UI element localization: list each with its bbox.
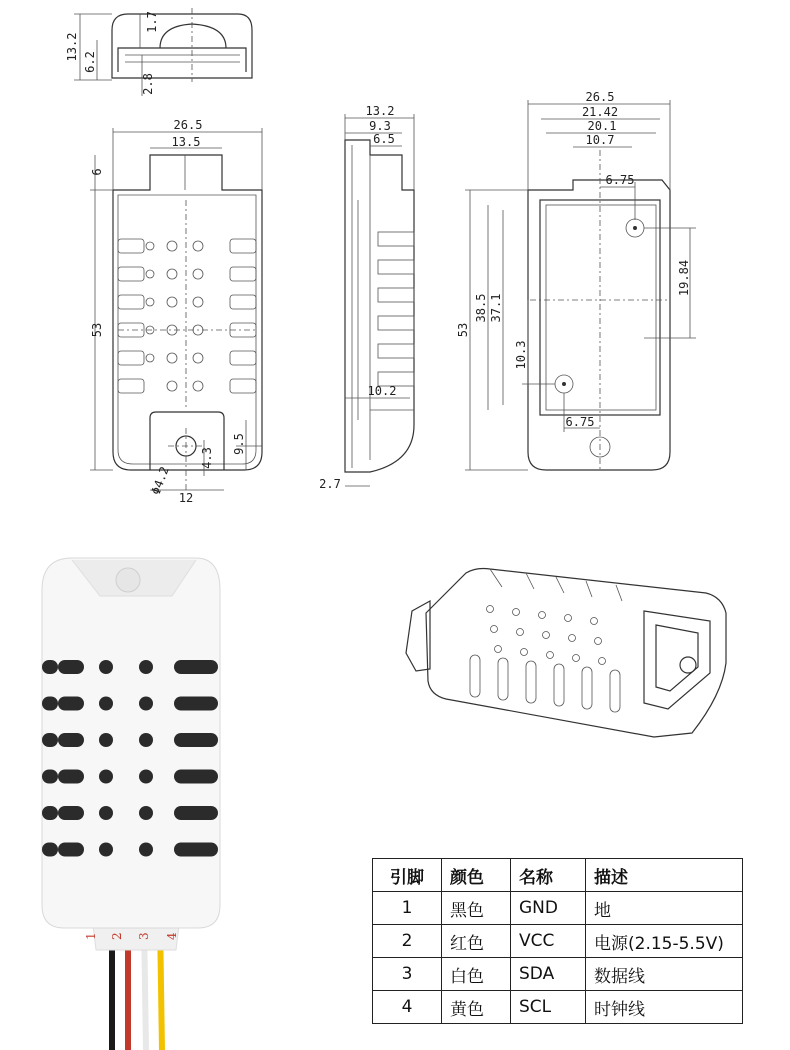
- vent-slot: [230, 267, 256, 281]
- iso-slot: [582, 667, 592, 709]
- dim-back-mount-top: 6.75: [605, 173, 635, 187]
- vent-hole: [99, 733, 113, 747]
- dim-side-d3: 6.5: [373, 132, 395, 146]
- vent-slot: [42, 733, 58, 747]
- dim-back-width: 26.5: [585, 90, 615, 104]
- pin-name: GND: [511, 892, 586, 925]
- side-rib: [378, 344, 414, 358]
- pin-name: SDA: [511, 958, 586, 991]
- pin-description: 数据线: [586, 958, 743, 991]
- vent-hole: [146, 354, 154, 362]
- vent-slot: [58, 697, 84, 711]
- dim-back-w3: 20.1: [587, 119, 617, 133]
- back-view: [456, 90, 696, 472]
- iso-hole: [543, 632, 550, 639]
- vent-hole: [139, 843, 153, 857]
- vent-slot: [58, 806, 84, 820]
- vent-hole: [193, 353, 203, 363]
- vent-slot: [42, 770, 58, 784]
- dim-top-base: 2.8: [141, 73, 155, 95]
- dim-front-width: 26.5: [173, 118, 203, 132]
- pin-number: 3: [373, 958, 442, 991]
- vent-hole: [99, 843, 113, 857]
- iso-slot: [470, 655, 480, 697]
- iso-hole: [565, 615, 572, 622]
- pin-description: 地: [586, 892, 743, 925]
- vent-slot: [230, 351, 256, 365]
- dim-front-slot-depth: 6: [90, 168, 104, 176]
- vent-slot: [42, 697, 58, 711]
- vent-slot: [58, 843, 84, 857]
- header-pin: 引脚: [373, 859, 442, 892]
- pin-name: VCC: [511, 925, 586, 958]
- vent-hole: [99, 770, 113, 784]
- vent-slot: [42, 843, 58, 857]
- vent-hole: [193, 381, 203, 391]
- iso-slot: [554, 664, 564, 706]
- iso-slot: [526, 661, 536, 703]
- iso-hole: [487, 606, 494, 613]
- iso-slot: [498, 658, 508, 700]
- side-rib: [378, 316, 414, 330]
- dim-back-h3: 37.1: [489, 293, 503, 323]
- vent-hole: [139, 697, 153, 711]
- dim-back-mount-bottom: 6.75: [565, 415, 595, 429]
- wire-label-1: 1: [84, 932, 98, 940]
- iso-hole: [591, 618, 598, 625]
- vent-hole: [146, 270, 154, 278]
- vent-slot: [174, 843, 218, 857]
- vent-hole: [193, 297, 203, 307]
- header-color: 颜色: [442, 859, 511, 892]
- pin-color: 白色: [442, 958, 511, 991]
- vent-slot: [58, 770, 84, 784]
- iso-hole: [539, 612, 546, 619]
- vent-slot: [118, 267, 144, 281]
- vent-hole: [193, 269, 203, 279]
- vent-hole: [99, 697, 113, 711]
- wire-label-4: 4: [165, 932, 179, 940]
- pin-color: 黄色: [442, 991, 511, 1024]
- vent-hole: [167, 297, 177, 307]
- vent-slot: [118, 239, 144, 253]
- side-rib: [378, 260, 414, 274]
- sensor-photo: [42, 558, 220, 1050]
- table-row: [373, 991, 743, 1024]
- dim-front-hole-offset: 4.3: [200, 447, 214, 469]
- header-name: 名称: [511, 859, 586, 892]
- vent-hole: [139, 733, 153, 747]
- dim-back-mount-left: 10.3: [514, 340, 528, 370]
- pin-name: SCL: [511, 991, 586, 1024]
- dim-back-h2: 38.5: [474, 293, 488, 323]
- pin-description: 时钟线: [586, 991, 743, 1024]
- vent-slot: [230, 239, 256, 253]
- header-description: 描述: [586, 859, 743, 892]
- vent-slot: [230, 295, 256, 309]
- iso-hole: [513, 609, 520, 616]
- dim-side-rib: 10.2: [367, 384, 397, 398]
- vent-hole: [146, 242, 154, 250]
- dim-top-lens: 1.7: [145, 11, 159, 33]
- vent-slot: [42, 806, 58, 820]
- dim-top-height: 13.2: [65, 32, 79, 62]
- vent-hole: [167, 241, 177, 251]
- iso-hole: [599, 658, 606, 665]
- side-rib: [378, 288, 414, 302]
- vent-hole: [146, 298, 154, 306]
- vent-hole: [139, 806, 153, 820]
- iso-hole: [491, 626, 498, 633]
- isometric-view: [406, 569, 726, 738]
- wire-label-3: 3: [137, 932, 151, 940]
- front-view: [90, 118, 262, 505]
- vent-hole: [99, 806, 113, 820]
- iso-hole: [595, 638, 602, 645]
- vent-slot: [118, 379, 144, 393]
- pin-color: 红色: [442, 925, 511, 958]
- vent-slot: [174, 660, 218, 674]
- vent-hole: [167, 353, 177, 363]
- dim-side-d2: 9.3: [369, 119, 391, 133]
- vent-slot: [58, 733, 84, 747]
- pin-number: 1: [373, 892, 442, 925]
- iso-hole: [547, 652, 554, 659]
- table-row: [373, 958, 743, 991]
- side-rib: [378, 232, 414, 246]
- dim-back-height: 53: [456, 322, 470, 338]
- dim-front-hole-dia: Φ4.2: [148, 464, 172, 497]
- dim-front-tab: 12: [178, 491, 194, 505]
- dim-front-hole-center: 9.5: [232, 433, 246, 455]
- vent-slot: [174, 770, 218, 784]
- vent-slot: [58, 660, 84, 674]
- vent-slot: [42, 660, 58, 674]
- front-holes: [118, 200, 256, 408]
- vent-slot: [174, 806, 218, 820]
- iso-slots: [470, 655, 620, 712]
- vent-hole: [139, 660, 153, 674]
- vent-slot: [118, 295, 144, 309]
- iso-hole: [521, 649, 528, 656]
- dim-side-depth: 13.2: [365, 104, 395, 118]
- iso-slot: [610, 670, 620, 712]
- vent-hole: [99, 660, 113, 674]
- vent-slot: [174, 697, 218, 711]
- vent-slot: [118, 351, 144, 365]
- pin-number: 2: [373, 925, 442, 958]
- table-row: [373, 892, 743, 925]
- dim-front-height: 53: [90, 322, 104, 338]
- side-ribs: [378, 232, 414, 386]
- dim-back-w4: 10.7: [585, 133, 615, 147]
- wire-label-2: 2: [110, 932, 124, 940]
- dim-back-w2: 21.42: [581, 105, 619, 119]
- vent-hole: [167, 381, 177, 391]
- dim-side-bottom: 2.7: [319, 477, 341, 491]
- pin-description: 电源(2.15-5.5V): [586, 925, 743, 958]
- iso-holes: [487, 606, 606, 665]
- dim-top-inner: 6.2: [83, 51, 97, 73]
- vent-slot: [174, 733, 218, 747]
- pin-number: 4: [373, 991, 442, 1024]
- front-vents: [118, 239, 256, 393]
- iso-hole: [517, 629, 524, 636]
- dim-back-mount-spacing: 19.84: [677, 259, 691, 297]
- iso-hole: [569, 635, 576, 642]
- pin-color: 黑色: [442, 892, 511, 925]
- pin-table-header: [373, 859, 743, 892]
- vent-hole: [139, 770, 153, 784]
- vent-hole: [167, 269, 177, 279]
- iso-hole: [495, 646, 502, 653]
- table-row: [373, 925, 743, 958]
- pin-table: [372, 858, 743, 1024]
- top-view: [65, 8, 252, 96]
- vent-slot: [230, 379, 256, 393]
- side-view: [319, 104, 414, 491]
- iso-hole: [573, 655, 580, 662]
- dim-front-slot: 13.5: [171, 135, 201, 149]
- vent-hole: [193, 241, 203, 251]
